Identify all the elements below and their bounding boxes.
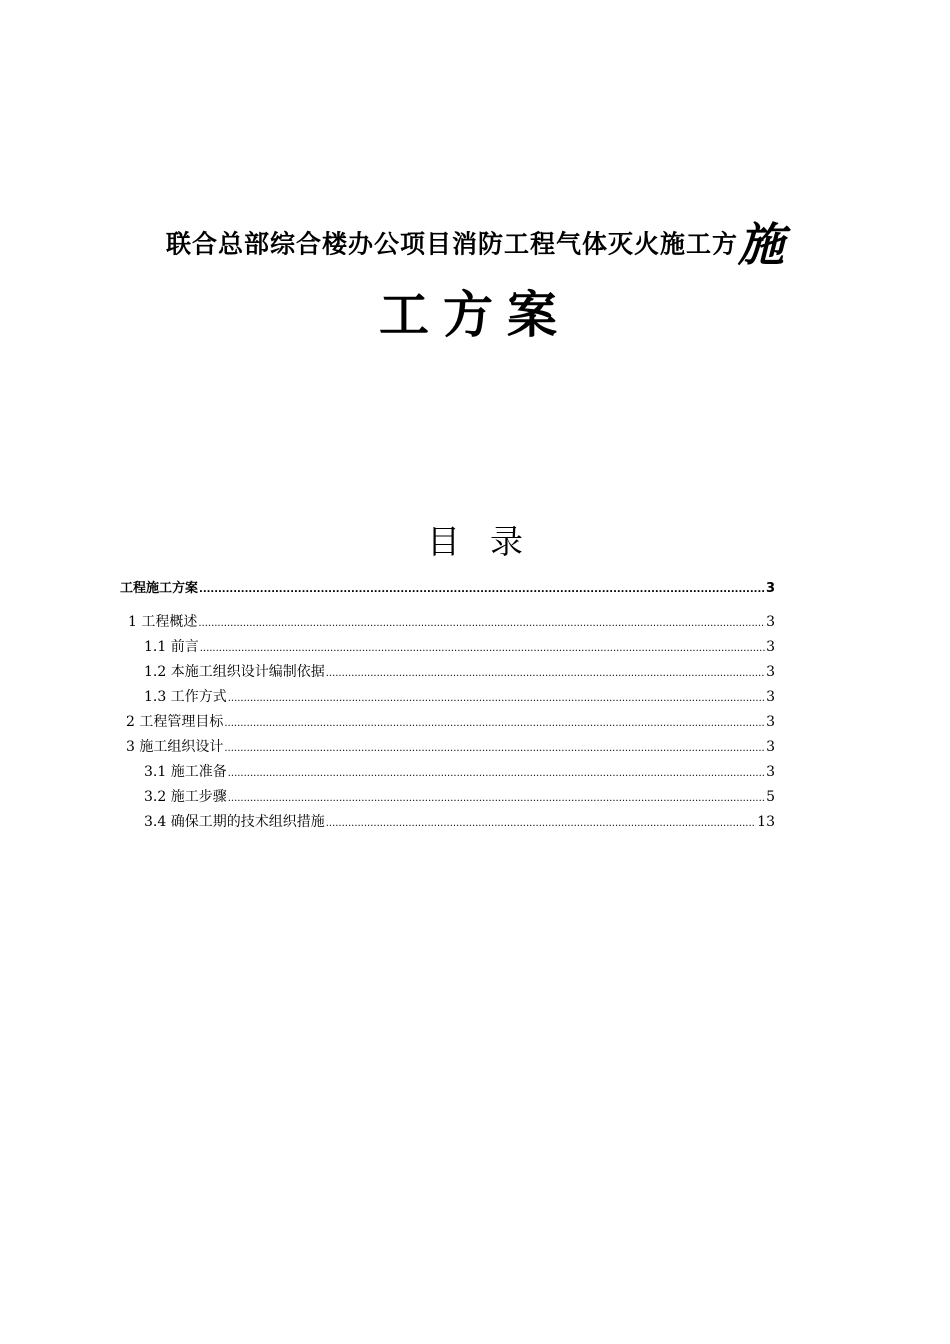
toc-entry[interactable] <box>144 811 775 833</box>
toc-leader-dots <box>228 688 765 710</box>
toc-entry-label: 1 工程概述 <box>128 614 198 630</box>
toc-heading <box>0 517 950 567</box>
toc-entry[interactable] <box>144 661 775 683</box>
toc-entry-label: 3.1 施工准备 <box>144 764 227 780</box>
toc-leader-dots <box>198 613 765 635</box>
toc-entry-label: 工程施工方案 <box>120 581 199 596</box>
toc-leader-dots <box>200 638 765 660</box>
document-title-line2: 工方案 <box>379 285 571 344</box>
toc-leader-dots <box>224 738 765 760</box>
toc-entry-page: 5 <box>766 789 775 805</box>
toc-leader-dots <box>199 579 765 601</box>
toc-heading-char2: 录 <box>490 522 523 561</box>
toc-entry[interactable] <box>144 786 775 808</box>
toc-entry-label: 1.2 本施工组织设计编制依据 <box>144 664 325 680</box>
toc-entry-label: 2 工程管理目标 <box>126 714 224 730</box>
toc-entry-page: 3 <box>766 614 775 630</box>
toc-heading-char1: 目 <box>427 522 460 561</box>
toc-entry-label: 3 施工组织设计 <box>126 739 224 755</box>
toc-entry-page: 3 <box>765 581 775 596</box>
toc-entry-label: 3.4 确保工期的技术组织措施 <box>144 814 325 830</box>
toc-entry[interactable] <box>144 686 775 708</box>
toc-entry[interactable] <box>120 578 775 600</box>
toc-entry[interactable] <box>128 611 775 633</box>
document-title-line1 <box>0 214 950 274</box>
toc-entry-page: 3 <box>766 689 775 705</box>
toc-entry[interactable] <box>126 736 775 758</box>
toc-leader-dots <box>228 763 765 785</box>
toc-entry-page: 3 <box>766 639 775 655</box>
toc-leader-dots <box>326 663 765 685</box>
document-title-main: 联合总部综合楼办公项目消防工程气体灭火施工方 <box>165 229 738 259</box>
toc-entry[interactable] <box>126 711 775 733</box>
document-title-big-char: 施 <box>738 217 784 272</box>
toc-entry-page: 3 <box>766 764 775 780</box>
toc-entry-page: 3 <box>766 664 775 680</box>
toc-leader-dots <box>224 713 765 735</box>
toc-leader-dots <box>228 788 765 810</box>
toc-entry-page: 13 <box>757 814 775 830</box>
toc-entry-label: 1.1 前言 <box>144 639 199 655</box>
toc-entry-label: 1.3 工作方式 <box>144 689 227 705</box>
toc-entry[interactable] <box>144 761 775 783</box>
toc-entry[interactable] <box>144 636 775 658</box>
toc-entry-page: 3 <box>766 714 775 730</box>
toc-leader-dots <box>326 813 756 835</box>
toc-entry-label: 3.2 施工步骤 <box>144 789 227 805</box>
toc-entry-page: 3 <box>766 739 775 755</box>
